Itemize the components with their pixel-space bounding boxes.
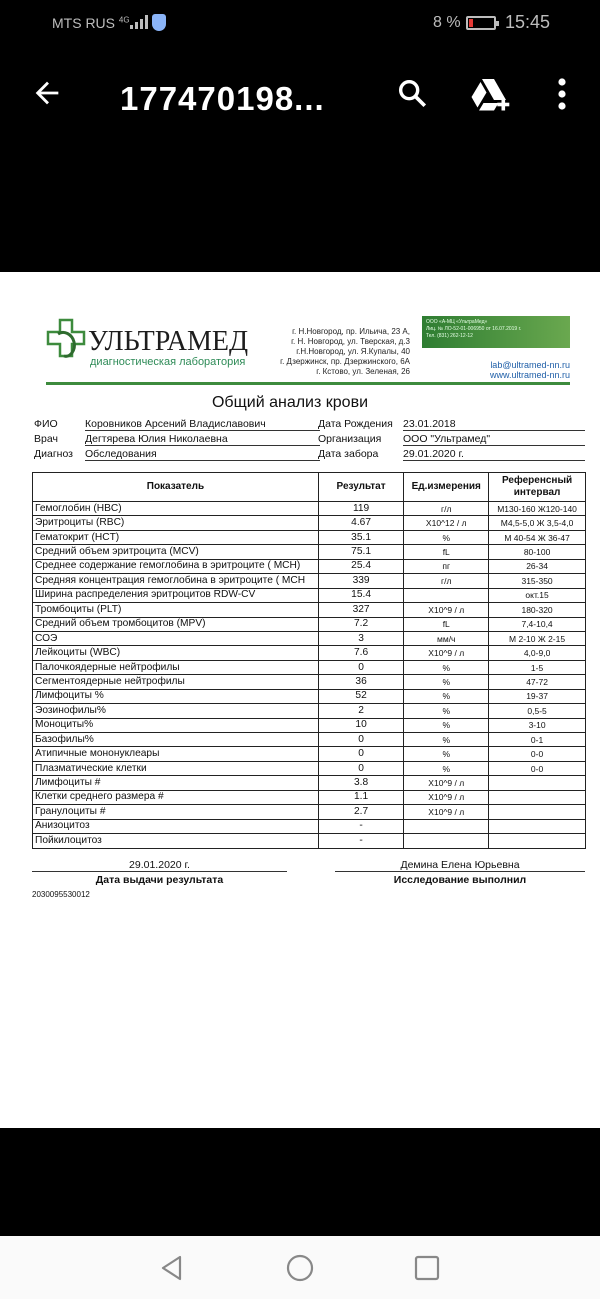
result-cell: 0	[318, 761, 404, 775]
address-line: г.Н.Новгород, ул. Я.Купалы, 40	[296, 347, 410, 356]
table-header-row	[33, 473, 586, 502]
indicator-cell: Средний объем тромбоцитов (MPV)	[33, 617, 319, 631]
unit-cell: %	[404, 660, 489, 674]
birth-value: 23.01.2018	[403, 418, 585, 431]
clock: 15:45	[505, 12, 551, 32]
result-cell: 327	[318, 603, 404, 617]
result-cell: 119	[318, 502, 404, 516]
result-cell: 10	[318, 718, 404, 732]
table-row	[33, 617, 586, 631]
security-shield-icon	[152, 14, 166, 31]
reference-cell: 4,0-9,0	[489, 646, 586, 660]
file-title: 177470198...	[120, 80, 325, 117]
result-cell: 7.6	[318, 646, 404, 660]
issue-date: 29.01.2020 г.	[129, 858, 190, 871]
indicator-cell: Клетки среднего размера #	[33, 790, 319, 804]
unit-cell: пг	[404, 559, 489, 573]
patient-info	[30, 418, 590, 468]
battery-percent: 8 %	[433, 14, 461, 31]
reference-cell: 0-0	[489, 747, 586, 761]
table-row	[33, 675, 586, 689]
indicator-cell: Сегментоядерные нейтрофилы	[33, 675, 319, 689]
back-arrow-icon[interactable]	[30, 76, 64, 110]
table-row	[33, 574, 586, 588]
birth-label: Дата Рождения	[318, 418, 393, 430]
table-row	[33, 545, 586, 559]
drive-add-icon[interactable]	[470, 76, 512, 112]
nav-back-icon[interactable]	[158, 1254, 186, 1282]
result-cell: 1.1	[318, 790, 404, 804]
indicator-cell: Плазматические клетки	[33, 761, 319, 775]
reference-cell: окт.15	[489, 588, 586, 602]
table-row	[33, 733, 586, 747]
sample-date-label: Дата забора	[318, 448, 379, 460]
lab-contacts	[435, 360, 570, 380]
fio-label: ФИО	[34, 418, 58, 430]
result-cell: 75.1	[318, 545, 404, 559]
unit-cell: г/л	[404, 502, 489, 516]
doctor-value: Дегтярева Юлия Николаевна	[85, 433, 320, 446]
indicator-cell: Средняя концентрация гемоглобина в эритроците ( МСН	[33, 574, 319, 588]
col-result: Результат	[318, 473, 404, 502]
result-cell: 7.2	[318, 617, 404, 631]
indicator-cell: Эозинофилы%	[33, 704, 319, 718]
unit-cell: X10^9 / л	[404, 603, 489, 617]
reference-cell: 180-320	[489, 603, 586, 617]
result-cell: 0	[318, 747, 404, 761]
result-cell: 0	[318, 660, 404, 674]
reference-cell	[489, 819, 586, 833]
indicator-cell: Ширина распределения эритроцитов RDW-CV	[33, 588, 319, 602]
indicator-cell: СОЭ	[33, 631, 319, 645]
result-cell: 3	[318, 631, 404, 645]
org-value: ООО "Ультрамед"	[403, 433, 585, 446]
result-cell: 2.7	[318, 805, 404, 819]
table-row	[33, 790, 586, 804]
reference-cell: 315-350	[489, 574, 586, 588]
indicator-cell: Гематокрит (HCT)	[33, 530, 319, 544]
address-line: г. Н.Новгород, пр. Ильича, 23 А,	[292, 327, 410, 336]
reference-cell: 26-34	[489, 559, 586, 573]
document-viewer[interactable]	[0, 272, 600, 1128]
result-cell: 339	[318, 574, 404, 588]
nav-home-icon[interactable]	[286, 1254, 314, 1282]
result-cell: -	[318, 819, 404, 833]
unit-cell: X10^9 / л	[404, 805, 489, 819]
lab-website: www.ultramed-nn.ru	[489, 370, 570, 380]
viewer-bottom-area	[0, 1128, 600, 1236]
reference-cell: 0-1	[489, 733, 586, 747]
result-cell: 25.4	[318, 559, 404, 573]
indicator-cell: Гемоглобин (HBC)	[33, 502, 319, 516]
reference-cell: 0,5-5	[489, 704, 586, 718]
result-cell: 36	[318, 675, 404, 689]
result-cell: 0	[318, 733, 404, 747]
table-row	[33, 819, 586, 833]
unit-cell: fL	[404, 545, 489, 559]
unit-cell: %	[404, 689, 489, 703]
unit-cell: %	[404, 530, 489, 544]
address-line: г. Н. Новгород, ул. Тверская, д.3	[291, 337, 410, 346]
unit-cell: %	[404, 704, 489, 718]
unit-cell: %	[404, 747, 489, 761]
reference-cell: 1-5	[489, 660, 586, 674]
address-line: г. Кстово, ул. Зеленая, 26	[316, 367, 410, 376]
result-cell: 35.1	[318, 530, 404, 544]
table-row	[33, 588, 586, 602]
indicator-cell: Средний объем эритроцита (MCV)	[33, 545, 319, 559]
reference-cell: 19-37	[489, 689, 586, 703]
report-title: Общий анализ крови	[211, 394, 368, 411]
table-row	[33, 603, 586, 617]
unit-cell: %	[404, 761, 489, 775]
unit-cell: г/л	[404, 574, 489, 588]
table-row	[33, 805, 586, 819]
table-row	[33, 761, 586, 775]
address-line: г. Дзержинск, пр. Дзержинского, 6А	[280, 357, 410, 366]
org-label: Организация	[318, 433, 382, 445]
col-unit: Ед.измерения	[404, 473, 489, 502]
reference-cell: М 40-54 Ж 36-47	[489, 530, 586, 544]
indicator-cell: Пойкилоцитоз	[33, 834, 319, 848]
performer-line	[335, 871, 585, 872]
battery-icon	[466, 16, 496, 30]
unit-cell: %	[404, 675, 489, 689]
reference-cell	[489, 790, 586, 804]
reference-cell: 47-72	[489, 675, 586, 689]
table-row	[33, 559, 586, 573]
unit-cell: X10^12 / л	[404, 516, 489, 530]
app-bar	[0, 48, 600, 148]
table-row	[33, 689, 586, 703]
nav-recents-icon[interactable]	[413, 1254, 441, 1282]
table-row	[33, 516, 586, 530]
sample-date-value: 29.01.2020 г.	[403, 448, 585, 461]
reference-cell: 7,4-10,4	[489, 617, 586, 631]
unit-cell: fL	[404, 617, 489, 631]
signal-icon	[130, 15, 148, 29]
reference-cell: М130-160 Ж120-140	[489, 502, 586, 516]
result-cell: -	[318, 834, 404, 848]
unit-cell: мм/ч	[404, 631, 489, 645]
unit-cell: %	[404, 733, 489, 747]
indicator-cell: Базофилы%	[33, 733, 319, 747]
diagnosis-label: Диагноз	[34, 448, 73, 460]
carrier-name: MTS RUS $^{4G}$	[52, 15, 130, 31]
report-code: 2030095530012	[32, 889, 90, 899]
unit-cell: X10^9 / л	[404, 646, 489, 660]
performer-name: Демина Елена Юрьевна	[400, 858, 520, 871]
table-row	[33, 834, 586, 848]
table-row	[33, 660, 586, 674]
reference-cell: М 2-10 Ж 2-15	[489, 631, 586, 645]
col-indicator: Показатель	[33, 473, 319, 502]
more-vert-icon[interactable]	[552, 76, 572, 112]
lab-addresses	[258, 327, 410, 377]
issue-date-label: Дата выдачи результата	[95, 873, 224, 886]
lab-subtitle: диагностическая лаборатория	[90, 356, 246, 368]
lab-logo-icon	[46, 318, 86, 364]
lab-email: lab@ultramed-nn.ru	[490, 360, 570, 370]
table-row	[33, 646, 586, 660]
result-cell: 2	[318, 704, 404, 718]
fio-value: Коровников Арсений Владиславович	[85, 418, 320, 431]
license-line: ООО «А-МЦ «УльтраМед»	[426, 319, 488, 325]
report-footer	[30, 859, 590, 919]
doctor-label: Врач	[34, 433, 58, 445]
unit-cell	[404, 819, 489, 833]
license-block	[422, 316, 570, 348]
results-table	[32, 472, 586, 849]
lab-report	[30, 312, 590, 919]
unit-cell: %	[404, 718, 489, 732]
header-divider	[46, 382, 570, 385]
reference-cell: М4,5-5,0 Ж 3,5-4,0	[489, 516, 586, 530]
indicator-cell: Среднее содержание гемоглобина в эритроците ( МСН)	[33, 559, 319, 573]
result-cell: 4.67	[318, 516, 404, 530]
table-row	[33, 718, 586, 732]
reference-cell	[489, 834, 586, 848]
result-cell: 52	[318, 689, 404, 703]
indicator-cell: Лимфоциты #	[33, 776, 319, 790]
table-row	[33, 631, 586, 645]
reference-cell	[489, 776, 586, 790]
reference-cell	[489, 805, 586, 819]
indicator-cell: Тромбоциты (PLT)	[33, 603, 319, 617]
lab-name: УЛЬТРАМЕД	[88, 326, 249, 357]
table-row	[33, 747, 586, 761]
result-cell: 15.4	[318, 588, 404, 602]
search-icon[interactable]	[395, 76, 429, 110]
unit-cell: X10^9 / л	[404, 790, 489, 804]
status-bar	[0, 0, 600, 48]
unit-cell	[404, 834, 489, 848]
indicator-cell: Моноциты%	[33, 718, 319, 732]
reference-cell: 0-0	[489, 761, 586, 775]
indicator-cell: Лейкоциты (WBC)	[33, 646, 319, 660]
table-row	[33, 704, 586, 718]
indicator-cell: Атипичные мононуклеары	[33, 747, 319, 761]
license-line: Лиц. № ЛО-52-01-006950 от 16.07.2019 г.	[426, 326, 522, 332]
indicator-cell: Лимфоциты %	[33, 689, 319, 703]
performer-label: Исследование выполнил	[393, 873, 527, 886]
diagnosis-value: Обследования	[85, 448, 320, 461]
lab-header	[30, 312, 590, 392]
table-row	[33, 502, 586, 516]
table-row	[33, 776, 586, 790]
reference-cell: 3-10	[489, 718, 586, 732]
indicator-cell: Анизоцитоз	[33, 819, 319, 833]
result-cell: 3.8	[318, 776, 404, 790]
license-line: Тел. (831) 262-12-12	[426, 333, 473, 339]
indicator-cell: Палочкоядерные нейтрофилы	[33, 660, 319, 674]
reference-cell: 80-100	[489, 545, 586, 559]
unit-cell	[404, 588, 489, 602]
table-row	[33, 530, 586, 544]
system-nav-bar	[0, 1236, 600, 1299]
unit-cell: X10^9 / л	[404, 776, 489, 790]
issue-date-line	[32, 871, 287, 872]
col-reference: Референсный интервал	[489, 473, 586, 502]
indicator-cell: Эритроциты (RBC)	[33, 516, 319, 530]
indicator-cell: Гранулоциты #	[33, 805, 319, 819]
